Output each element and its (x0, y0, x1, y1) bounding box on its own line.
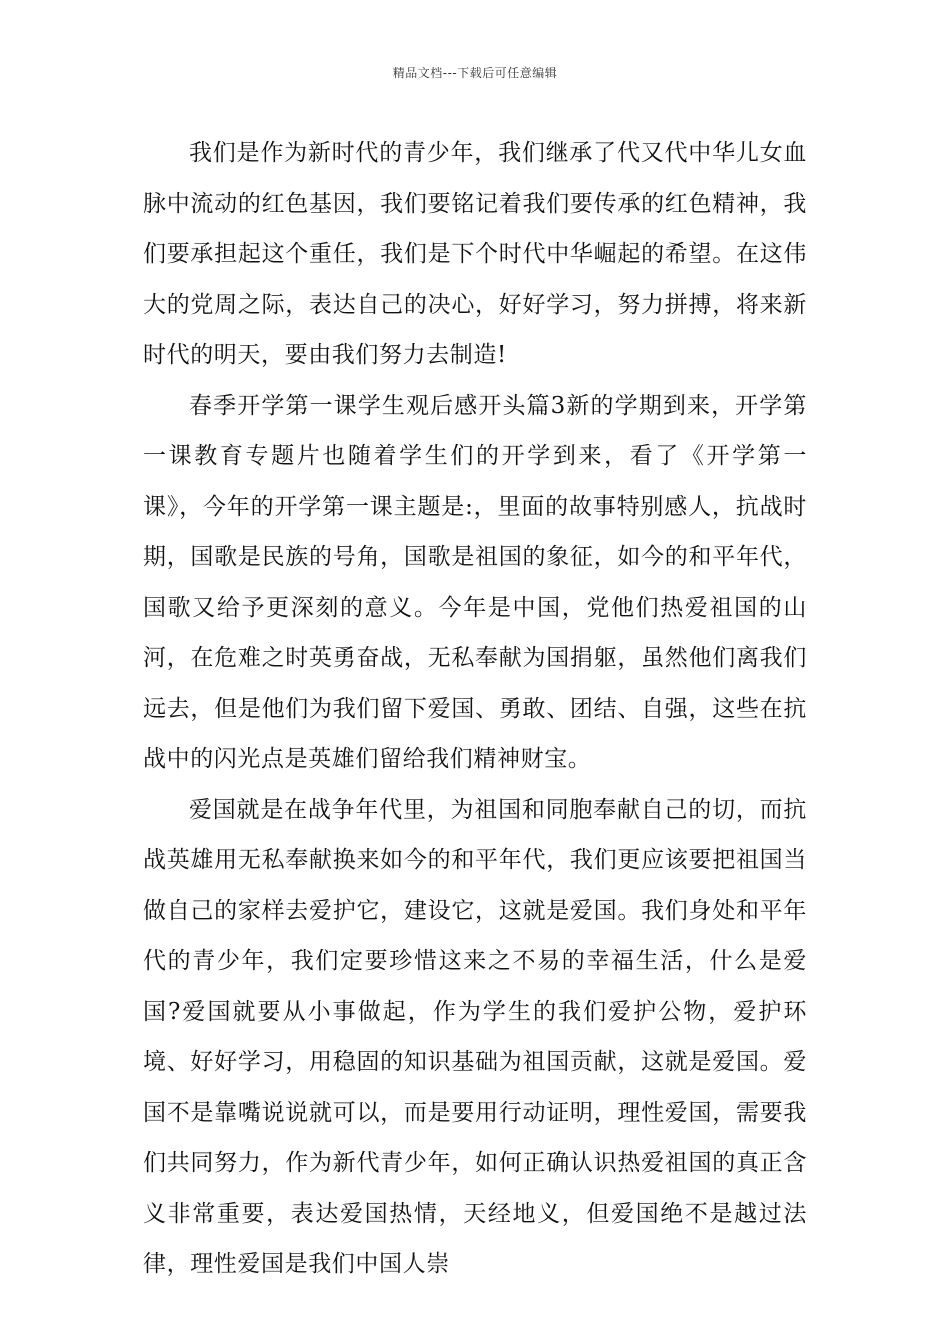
paragraph-2: 春季开学第一课学生观后感开头篇3新的学期到来，开学第一课教育专题片也随着学生们的开学到来，看了《开学第一课》，今年的开学第一课主题是:，里面的故事特别感人，抗战时期，国歌是民族的号角，国歌是祖国的象征，如今的和平年代，国歌又给予更深刻的意义。今年是中国，党他们热爱祖国的山河，在危难之时英勇奋战，无私奉献为国捐躯，虽然他们离我们远去，但是他们为我们留下爱国、勇敢、团结、自强，这些在抗战中的闪光点是英雄们留给我们精神财宝。 (143, 392, 807, 772)
paragraph-3: 爱国就是在战争年代里，为祖国和同胞奉献自己的切，而抗战英雄用无私奉献换来如今的和平年代，我们更应该要把祖国当做自己的家样去爱护它，建设它，这就是爱国。我们身处和平年代的青少年，我们定要珍惜这来之不易的幸福生活，什么是爱国?爱国就要从小事做起，作为学生的我们爱护公物，爱护环境、好好学习，用稳固的知识基础为祖国贡献，这就是爱国。爱国不是靠嘴说说就可以，而是要用行动证明，理性爱国，需要我们共同努力，作为新代青少年，如何正确认识热爱祖国的真正含义非常重要，表达爱国热情，天经地义，但爱国绝不是越过法律，理性爱国是我们中国人崇 (143, 796, 807, 1277)
page-header: 精品文档---下载后可任意编辑 (392, 66, 558, 80)
document-body (143, 128, 807, 1290)
paragraph-1: 我们是作为新时代的青少年，我们继承了代又代中华儿女血脉中流动的红色基因，我们要铭记着我们要传承的红色精神，我们要承担起这个重任，我们是下个时代中华崛起的希望。在这伟大的党周之际，表达自己的决心，好好学习，努力拼搏，将来新时代的明天，要由我们努力去制造! (143, 140, 807, 368)
